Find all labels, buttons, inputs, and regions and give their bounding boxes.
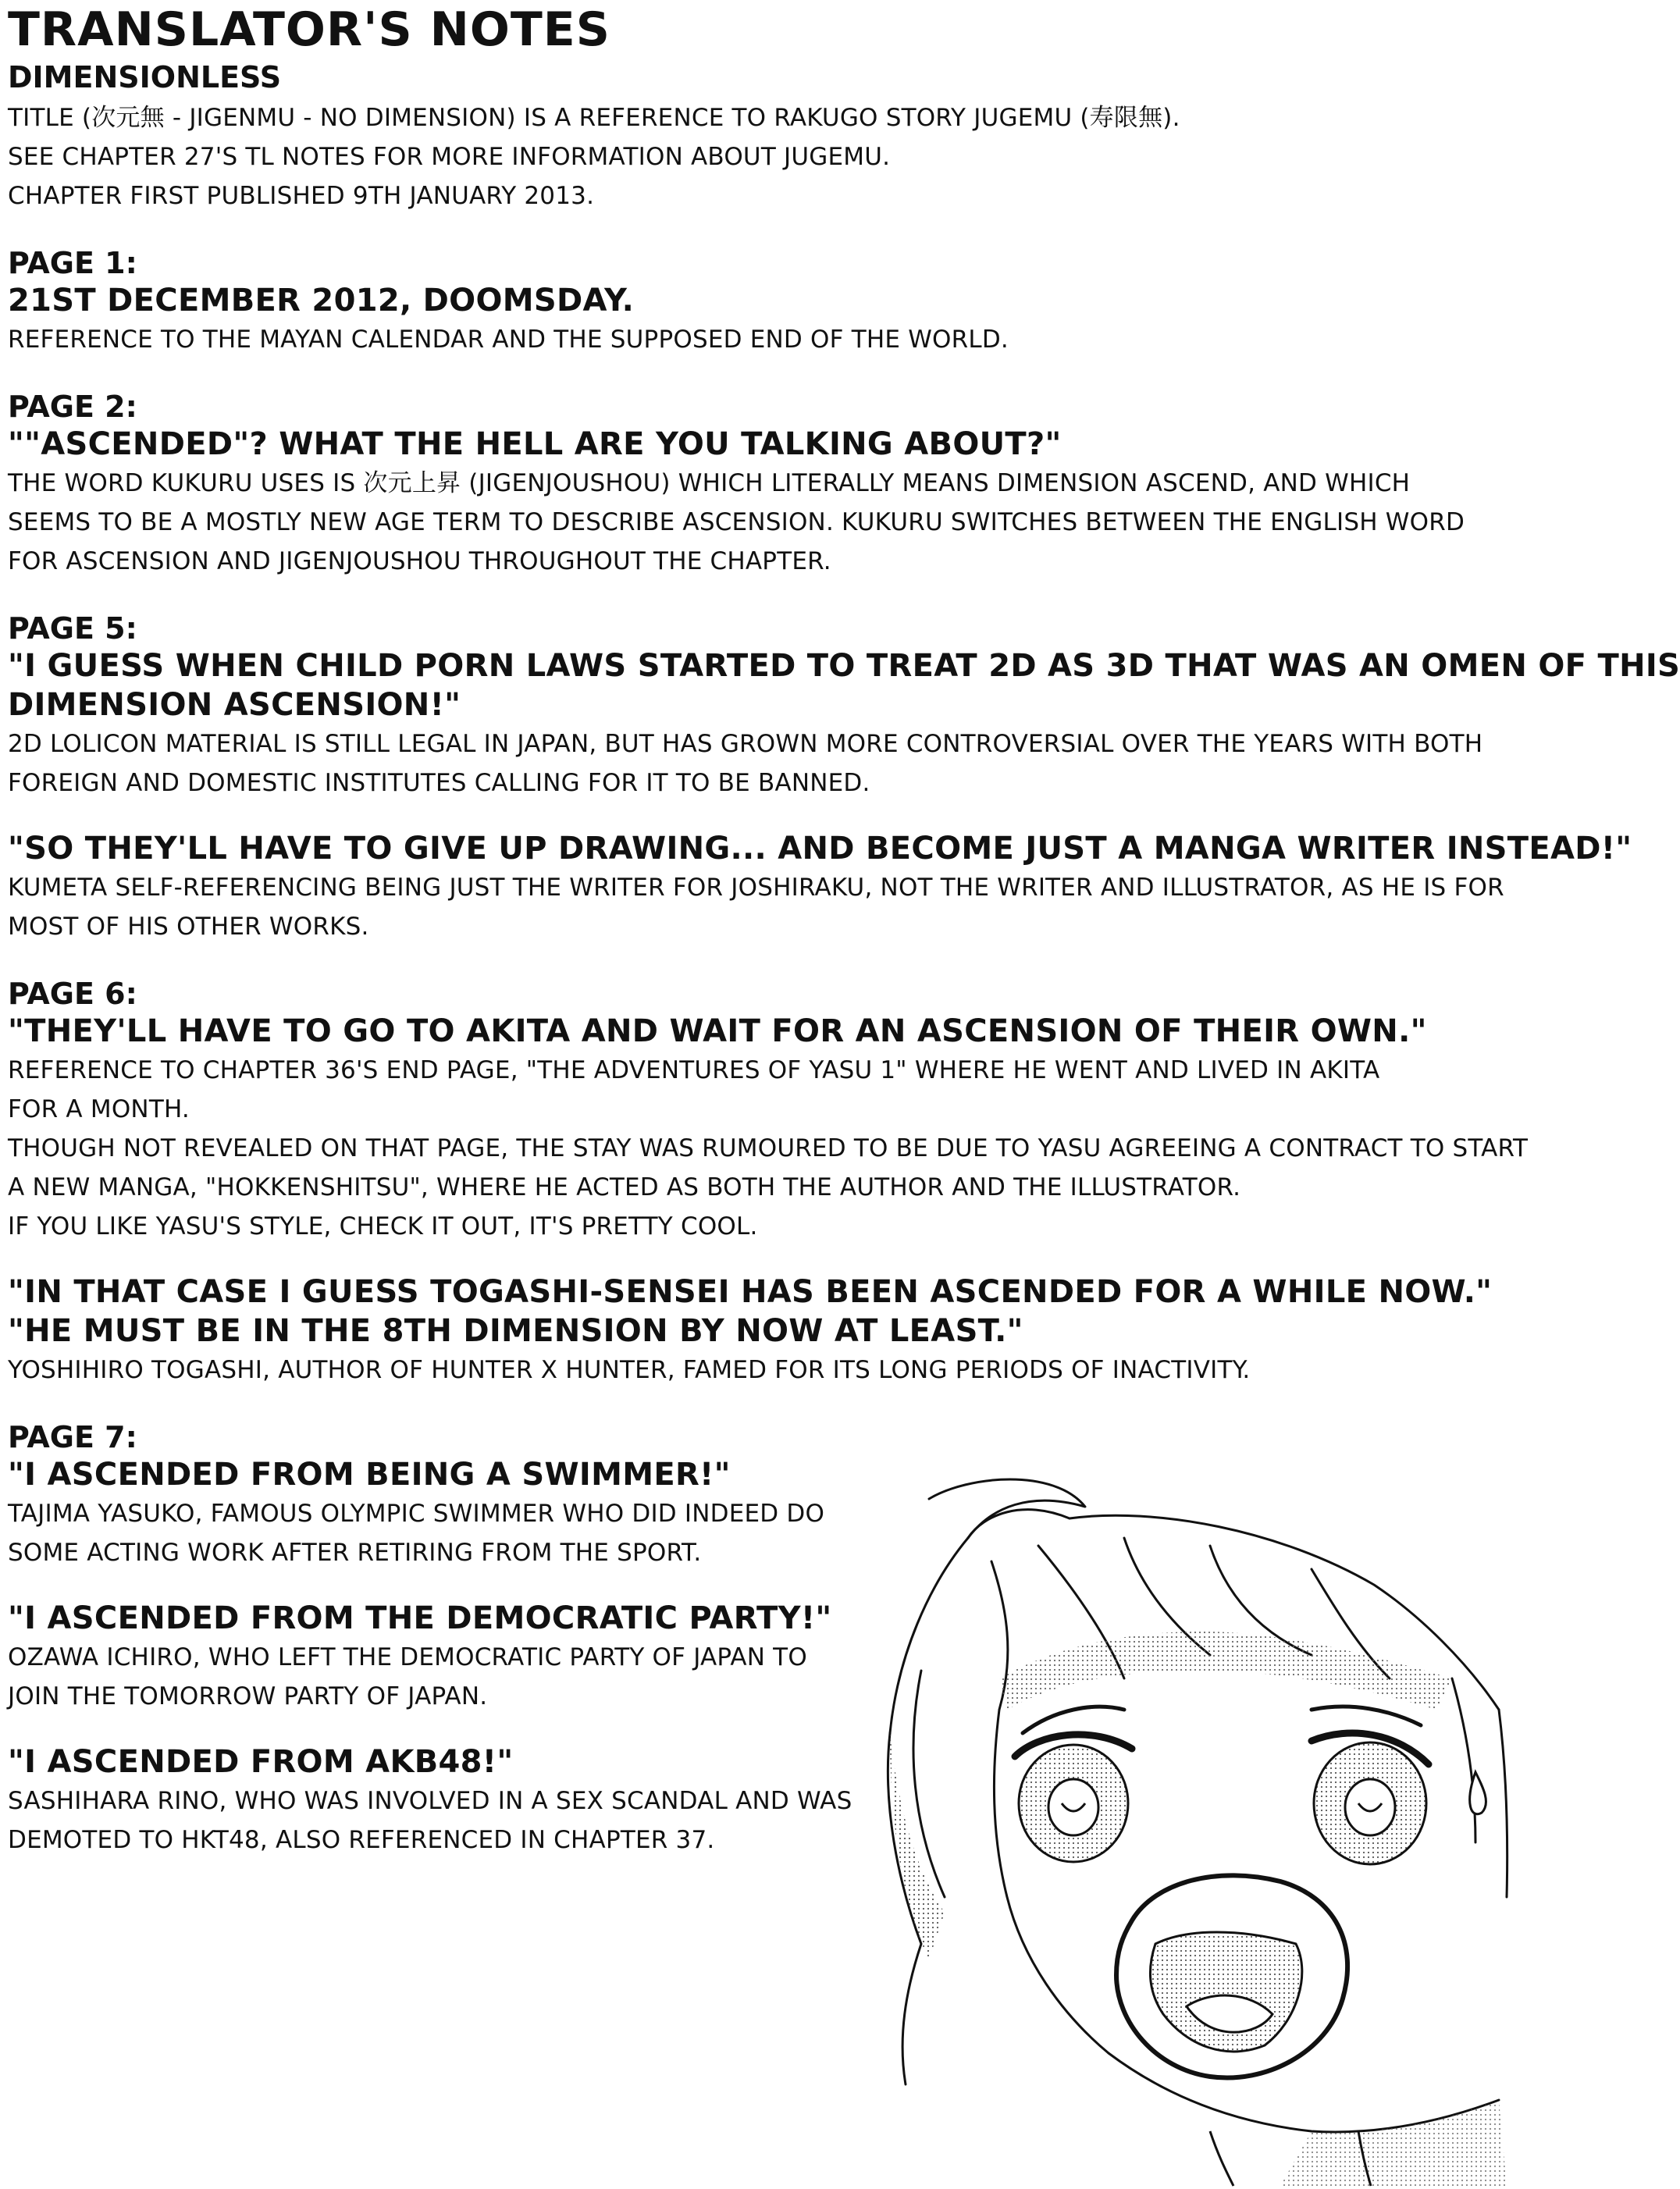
note-line: SOME ACTING WORK AFTER RETIRING FROM THE SPORT. (8, 1539, 702, 1567)
section-heading: PAGE 7: (8, 1420, 137, 1454)
quote-text: "HE MUST BE IN THE 8TH DIMENSION BY NOW AT LEAST." (8, 1313, 1023, 1349)
note-line: OZAWA ICHIRO, WHO LEFT THE DEMOCRATIC PARTY OF JAPAN TO (8, 1643, 807, 1671)
section-heading: PAGE 2: (8, 390, 137, 424)
section-page-2 (8, 389, 1491, 581)
note-line: FOR A MONTH. (8, 1095, 190, 1123)
quote-text: "SO THEY'LL HAVE TO GIVE UP DRAWING... AND BECOME JUST A MANGA WRITER INSTEAD!" (8, 831, 1632, 867)
note-line: FOREIGN AND DOMESTIC INSTITUTES CALLING FOR IT TO BE BANNED. (8, 769, 870, 797)
quote-text: "I ASCENDED FROM THE DEMOCRATIC PARTY!" (8, 1600, 832, 1636)
illustration-svg (874, 1475, 1511, 2186)
note-line: REFERENCE TO CHAPTER 36'S END PAGE, "THE ADVENTURES OF YASU 1" WHERE HE WENT AND LIVED IN AKITA (8, 1056, 1380, 1084)
shocked-girl-illustration-icon (874, 1475, 1511, 2186)
note-line: A NEW MANGA, "HOKKENSHITSU", WHERE HE ACTED AS BOTH THE AUTHOR AND THE ILLUSTRATOR. (8, 1173, 1241, 1201)
note-line: THOUGH NOT REVEALED ON THAT PAGE, THE STAY WAS RUMOURED TO BE DUE TO YASU AGREEING A CONTRACT TO START (8, 1134, 1529, 1162)
intro-line: SEE CHAPTER 27'S TL NOTES FOR MORE INFORMATION ABOUT JUGEMU. (8, 143, 891, 171)
section-page-1 (8, 245, 1491, 359)
section-page-6 (8, 976, 1529, 1390)
section-heading: PAGE 6: (8, 977, 137, 1011)
note-line: REFERENCE TO THE MAYAN CALENDAR AND THE SUPPOSED END OF THE WORLD. (8, 326, 1009, 354)
note-line: IF YOU LIKE YASU'S STYLE, CHECK IT OUT, IT'S PRETTY COOL. (8, 1212, 758, 1240)
quote-text: ""ASCENDED"? WHAT THE HELL ARE YOU TALKING ABOUT?" (8, 426, 1062, 462)
note-line: KUMETA SELF-REFERENCING BEING JUST THE WRITER FOR JOSHIRAKU, NOT THE WRITER AND ILLUSTRATOR, AS HE IS FOR (8, 874, 1504, 902)
page-title: TRANSLATOR'S NOTES (8, 2, 610, 57)
section-heading: PAGE 5: (8, 611, 137, 646)
quote-text: DIMENSION ASCENSION!" (8, 687, 461, 723)
note-line: TAJIMA YASUKO, FAMOUS OLYMPIC SWIMMER WHO DID INDEED DO (8, 1500, 825, 1528)
note-line: THE WORD KUKURU USES IS 次元上昇 (JIGENJOUSHOU) WHICH LITERALLY MEANS DIMENSION ASCEND, AND WHICH (8, 469, 1411, 497)
note-line: DEMOTED TO HKT48, ALSO REFERENCED IN CHAPTER 37. (8, 1826, 715, 1854)
quote-text: "I GUESS WHEN CHILD PORN LAWS STARTED TO TREAT 2D AS 3D THAT WAS AN OMEN OF THIS (8, 648, 1680, 684)
intro-line: CHAPTER FIRST PUBLISHED 9TH JANUARY 2013. (8, 182, 595, 210)
section-page-5 (8, 610, 1680, 946)
note-line: 2D LOLICON MATERIAL IS STILL LEGAL IN JAPAN, BUT HAS GROWN MORE CONTROVERSIAL OVER THE YEARS WITH BOTH (8, 730, 1483, 758)
quote-text: 21ST DECEMBER 2012, DOOMSDAY. (8, 283, 635, 319)
quote-text: "IN THAT CASE I GUESS TOGASHI-SENSEI HAS BEEN ASCENDED FOR A WHILE NOW." (8, 1274, 1493, 1310)
intro-block (8, 98, 1491, 215)
note-line: FOR ASCENSION AND JIGENJOUSHOU THROUGHOUT THE CHAPTER. (8, 547, 831, 575)
quote-text: "THEY'LL HAVE TO GO TO AKITA AND WAIT FOR AN ASCENSION OF THEIR OWN." (8, 1013, 1427, 1049)
note-line: JOIN THE TOMORROW PARTY OF JAPAN. (8, 1682, 488, 1710)
section-heading: PAGE 1: (8, 246, 137, 280)
note-line: SASHIHARA RINO, WHO WAS INVOLVED IN A SEX SCANDAL AND WAS (8, 1787, 852, 1815)
intro-line: TITLE (次元無 - JIGENMU - NO DIMENSION) IS A REFERENCE TO RAKUGO STORY JUGEMU (寿限無). (8, 104, 1180, 132)
quote-text: "I ASCENDED FROM BEING A SWIMMER!" (8, 1457, 731, 1493)
note-line: YOSHIHIRO TOGASHI, AUTHOR OF HUNTER X HUNTER, FAMED FOR ITS LONG PERIODS OF INACTIVITY. (8, 1356, 1251, 1384)
note-line: MOST OF HIS OTHER WORKS. (8, 913, 369, 941)
quote-text: "I ASCENDED FROM AKB48!" (8, 1744, 514, 1780)
note-line: SEEMS TO BE A MOSTLY NEW AGE TERM TO DESCRIBE ASCENSION. KUKURU SWITCHES BETWEEN THE ENGLISH WORD (8, 508, 1465, 536)
chapter-name: DIMENSIONLESS (8, 60, 282, 94)
